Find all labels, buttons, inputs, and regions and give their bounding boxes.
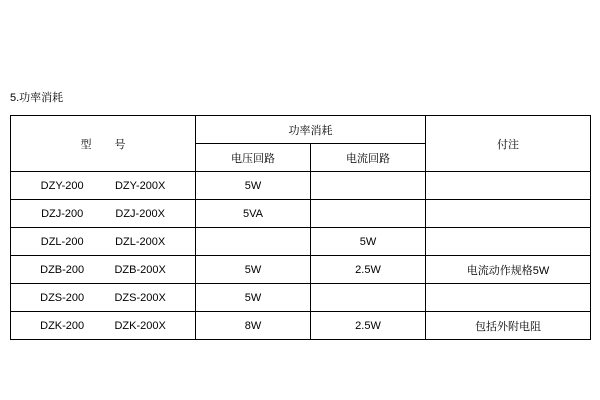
- model-name-primary: DZL-200: [40, 235, 84, 248]
- model-name-secondary: DZJ-200X: [115, 207, 165, 220]
- power-consumption-table-wrapper: [10, 115, 590, 340]
- power-consumption-table: [10, 115, 591, 340]
- cell-model: [11, 172, 196, 200]
- model-name-secondary: DZY-200X: [114, 179, 166, 192]
- model-name-secondary: DZK-200X: [114, 319, 166, 332]
- table-row: [11, 228, 591, 256]
- cell-note: [426, 200, 591, 228]
- table-row: [11, 312, 591, 340]
- table-row: [11, 256, 591, 284]
- cell-voltage: 5VA: [196, 200, 311, 228]
- model-name-primary: DZY-200: [40, 179, 84, 192]
- model-name-primary: DZK-200: [40, 319, 85, 332]
- cell-note: 电流动作规格5W: [426, 256, 591, 284]
- table-row: [11, 200, 591, 228]
- model-name-secondary: DZS-200X: [114, 291, 166, 304]
- header-model-label: 型 号: [80, 138, 132, 151]
- header-voltage-circuit: 电压回路: [196, 144, 311, 172]
- cell-note: [426, 172, 591, 200]
- header-current-circuit: 电流回路: [311, 144, 426, 172]
- header-power-group: 功率消耗: [196, 116, 426, 144]
- cell-model: [11, 228, 196, 256]
- cell-voltage: 5W: [196, 256, 311, 284]
- table-row: [11, 284, 591, 312]
- cell-voltage: 5W: [196, 284, 311, 312]
- cell-note: [426, 284, 591, 312]
- header-model: [11, 116, 196, 172]
- model-name-primary: DZS-200: [40, 291, 85, 304]
- cell-voltage: 5W: [196, 172, 311, 200]
- cell-current: [311, 284, 426, 312]
- cell-current: [311, 200, 426, 228]
- cell-note: [426, 228, 591, 256]
- model-name-primary: DZJ-200: [41, 207, 84, 220]
- cell-voltage: 8W: [196, 312, 311, 340]
- cell-current: [311, 172, 426, 200]
- table-row: [11, 172, 591, 200]
- cell-model: [11, 256, 196, 284]
- cell-model: [11, 312, 196, 340]
- cell-current: 2.5W: [311, 256, 426, 284]
- model-name-secondary: DZB-200X: [114, 263, 166, 276]
- cell-voltage: [196, 228, 311, 256]
- header-note: 付注: [426, 116, 591, 172]
- cell-model: [11, 284, 196, 312]
- cell-note: 包括外附电阻: [426, 312, 591, 340]
- cell-current: 2.5W: [311, 312, 426, 340]
- model-name-primary: DZB-200: [40, 263, 85, 276]
- cell-model: [11, 200, 196, 228]
- model-name-secondary: DZL-200X: [115, 235, 166, 248]
- table-header-row-1: [11, 116, 591, 144]
- cell-current: 5W: [311, 228, 426, 256]
- section-heading: 5.功率消耗: [10, 92, 64, 104]
